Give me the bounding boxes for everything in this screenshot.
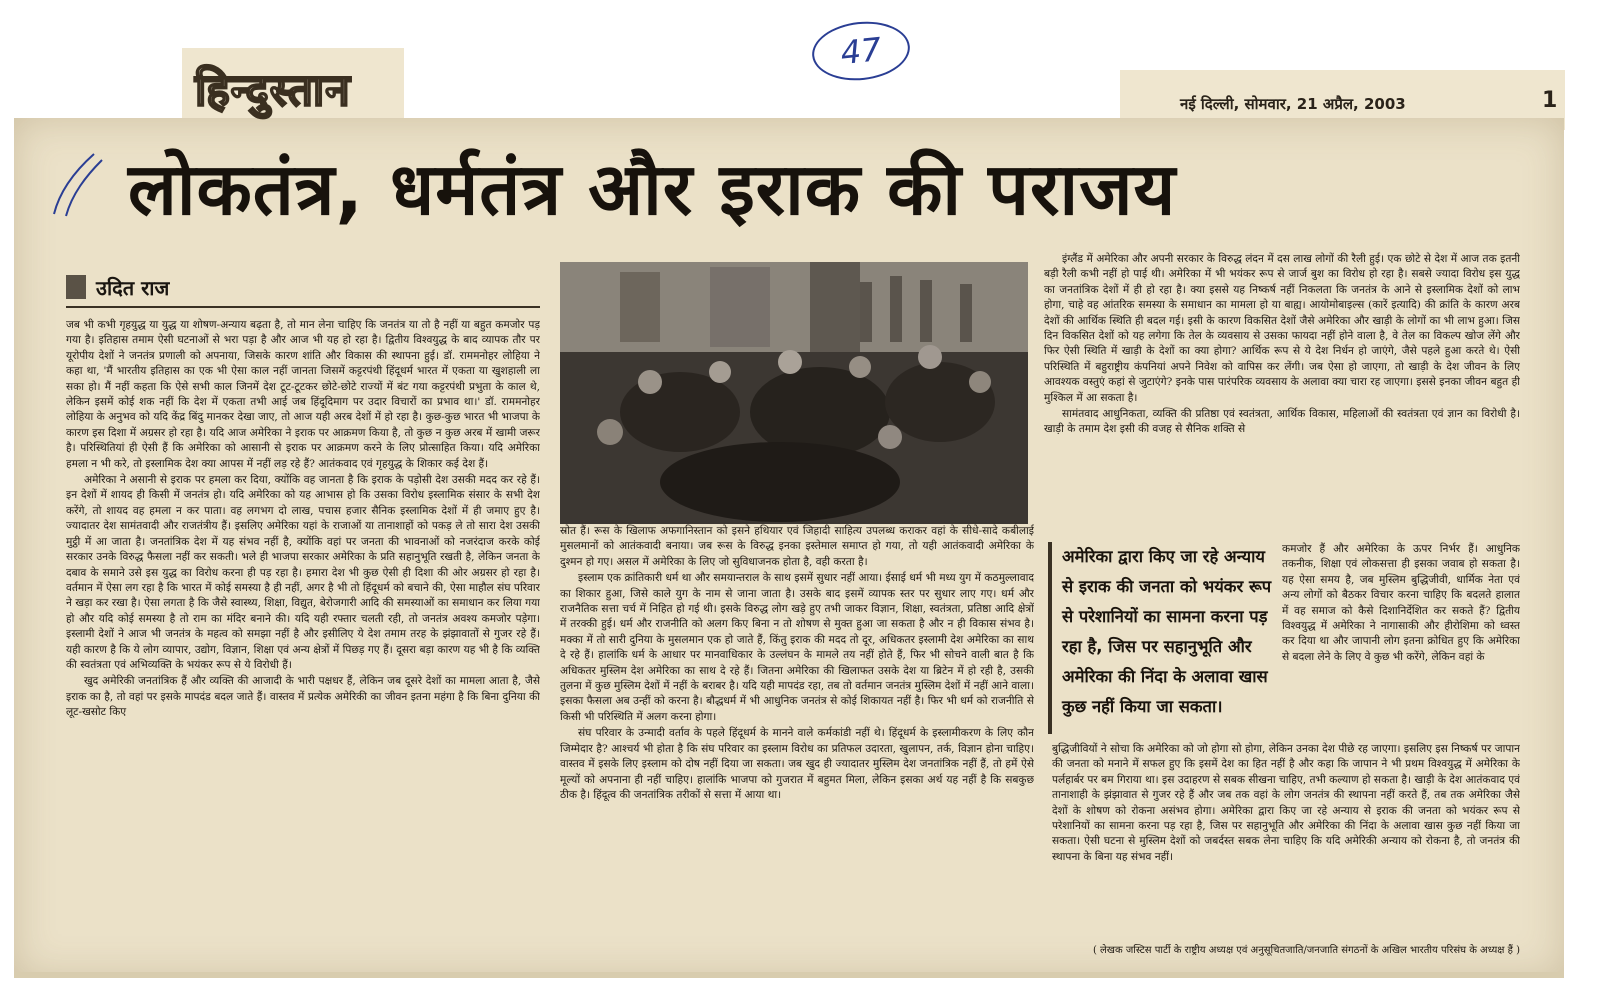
paragraph: अमेरिका ने असानी से इराक पर हमला कर दिया, क्योंकि वह जानता है कि इराक के पड़ोसी देश उसकी मदद कर रहे हैं। इन देशों में शायद ही किसी में जनतंत्र हो। यदि अमेरिका को यह आभास हो कि उसका विरोध इस्लामिक संसार के सभी देश करेंगे, तो शायद वह हमला न कर पाता। वह लगभग दो लाख, पचास हजार सैनिक इस्लामिक देशों में ही जमाए हुए है। ज्यादातर देश सामंतवादी और राजतंत्रीय हैं। इसलिए अमेरिका यहां के राजाओं या तानाशाहों को पकड़ ले तो सारा देश उसकी मुट्ठी में आ जाता है। जनतांत्रिक देश में यह संभव नहीं है, क्योंकि वहां पर जनता की भावनाओं को नजरंदाज करके कोई सरकार उनके विरुद्ध फैसला नहीं कर सकती। भले ही भाजपा सरकार अमेरिका के प्रति सहानुभूति रखती है, लेकिन जनता के दबाव के समाने उसे इस युद्ध का विरोध करना ही पड़ रहा है। हमारा देश भी कुछ ऐसी ही दिशा की ओर अग्रसर हो रहा है। वर्तमान में ऐसा लग रहा है कि भारत में कोई समस्या है ही नहीं, अगर है भी तो हिंदूधर्म को बचाने की, ऐसा माहौल संघ परिवार ने खड़ा कर रखा है। ऐसा लगता है कि जैसे स्वास्थ्य, शिक्षा, विद्युत, बेरोजगारी आदि की समस्याओं का समाधान कर लिया गया हो और यदि कोई समस्या है तो राम का मंदिर बनाने की। यदि यही रफ्तार चलती रही, तो जनतंत्र अवश्य कमजोर पड़ेगा। इस्लामी देशों ने आज भी जनतंत्र के महत्व को समझा नहीं है और इसीलिए ये देश तमाम तरह के झंझावातों से गुजर रहे हैं। यही कारण है कि ये लोग व्यापार, उद्योग, विज्ञान, शिक्षा एवं अन्य क्षेत्रों में पिछड़ गए हैं। दूसरा बड़ा कारण यह भी है कि व्यक्ति की स्वतंत्रता एवं अभिव्यक्ति के भयंकर रूप से ये विरोधी हैं। (66, 474, 540, 671)
byline-marker (66, 275, 86, 299)
paragraph: खुद अमेरिकी जनतांत्रिक हैं और व्यक्ति की आजादी के भारी पक्षधर हैं, लेकिन जब दूसरे देशों का मामला आता है, जैसे इराक का है, तो वहां पर इसके मापदंड बदल जाते हैं। वास्तव में प्रत्येक अमेरिकी का जीवन इतना महंगा है कि बिना दुनिया की लूट-खसोट किए (66, 675, 540, 719)
annotation-text: 47 (838, 29, 884, 73)
byline-rule (66, 306, 540, 308)
photo-image (560, 262, 1028, 524)
paragraph: इंग्लैंड में अमेरिका और अपनी सरकार के विरुद्ध लंदन में दस लाख लोगों की रैली हुई। एक छोटे से देश में आज तक इतनी बड़ी रैली कभी नहीं हो पाई थी। अमेरिका में भी भयंकर रूप से जार्ज बुश का विरोध हो रहा है। सबसे ज्यादा विरोध इस युद्ध का जनतांत्रिक देशों में ही हो रहा है। क्या इससे यह निष्कर्ष नहीं निकलता कि जनतंत्र के आने से इस्लामिक देशों को लाभ होगा, चाहे वह आंतरिक समस्या के समाधान का मामला हो या बाह्य। आयोमोबाइल्स (कारें इत्यादि) की क्रांति के कारण अरब देशों की आर्थिक स्थिति ही बदल गई। इसी के कारण विकसित देशों जैसे अमेरिका और खाड़ी के लोगों का भी लाभ हुआ। जिस दिन विकसित देशों को यह लगेगा कि तेल के व्यवसाय से उसका फायदा नहीं होने वाला है, वे तेल का विकल्प खोज लेंगे और फिर ऐसी स्थिति में खाड़ी के देशों का क्या होगा? आर्थिक रूप से ये देश निर्धन हो जाएंगे, जैसे पहले हुआ करते थे। ऐसी परिस्थिति में बहुराष्ट्रीय कंपनियां अपने निवेश को वापिस कर लेंगी। जब ऐसा हो जाएगा, तो खाड़ी के देश जीवन के लिए आवश्यक वस्तुएं कहां से जुटाएंगे? इनके पास पारंपरिक व्यवसाय के अलावा क्या चारा रह जाएगा। इससे इनका जीवन बहुत ही मुश्किल में आ सकता है। (1044, 253, 1520, 404)
newspaper-masthead: हिन्दुस्तान (195, 65, 351, 116)
dateline: नई दिल्ली, सोमवार, 21 अप्रैल, 2003 (1180, 95, 1406, 113)
article-column-1 (66, 318, 540, 970)
author-name: उदित राज (96, 275, 170, 300)
handwritten-page-annotation (809, 17, 913, 85)
paragraph: संघ परिवार के उन्मादी वर्ताव के पहले हिंदूधर्म के मानने वाले कर्मकांडी नहीं थे। हिंदूधर्म के इस्लामीकरण के लिए कौन जिम्मेदार है? आश्चर्य भी होता है कि संघ परिवार का इस्लाम विरोध का प्रतिफल उदारता, खुलापन, तर्क, विज्ञान होना चाहिए। वास्तव में इसके लिए इस्लाम को दोष नहीं दिया जा सकता। जब खुद ही ज्यादातर मुस्लिम देश जनतांत्रिक नहीं हैं, तो हमें ऐसे मूल्यों को अपनाना ही नहीं चाहिए। हालांकि भाजपा को गुजरात में बहुमत मिला, लेकिन इसका अर्थ यह नहीं है कि सबकुछ ठीक है। हिंदूत्व की जनतांत्रिक तरीकों से सत्ता में आया था। (560, 727, 1034, 801)
article-column-3-top (1044, 252, 1520, 542)
article-headline: लोकतंत्र, धर्मतंत्र और इराक की पराजय (128, 147, 1177, 231)
article-column-2 (560, 524, 1034, 970)
paragraph: बुद्धिजीवियों ने सोचा कि अमेरिका को जो होगा सो होगा, लेकिन उनका देश पीछे रह जाएगा। इसलिए इस निष्कर्ष पर जापान की जनता को मनाने में सफल हुए कि इसमें देश का हित नहीं है और कहा कि जापान ने भी प्रथम विश्वयुद्ध में अमेरिका के पर्लहार्बर पर बम गिराया था। इस उदाहरण से सबक सीखना चाहिए, तभी कल्याण हो सकता है। खाड़ी के देश आतंकवाद एवं तानाशाही के झंझावात से गुजर रहे हैं और जब तक वहां के लोग जनतंत्र की स्थापना नहीं करते हैं, तब तक अमेरिका जैसे देशों के शोषण को रोकना असंभव होगा। अमेरिका द्वारा किए जा रहे अन्याय से इराक की जनता को भयंकर रूप से परेशानियों का सामना करना पड़ रहा है, जिस पर सहानुभूति और अमेरिका की निंदा के अलावा खास कुछ नहीं किया जा सकता। ऐसी घटना से मुस्लिम देशों को जबर्दस्त सबक लेना चाहिए कि यदि अमेरिकी अन्याय को रोकना है, तो जनतंत्र की स्थापना के बिना यह संभव नहीं। (1052, 743, 1520, 863)
news-photo-military-meeting (560, 262, 1028, 524)
author-note: ( लेखक जस्टिस पार्टी के राष्ट्रीय अध्यक्ष एवं अनुसूचितजाति/जनजाति संगठनों के अखिल भारतीय परिसंघ के अध्यक्ष हैं ) (1092, 945, 1520, 956)
clipping-bottom-edge (14, 972, 1564, 978)
handwritten-margin-mark (46, 150, 106, 220)
article-column-3-bottom (1052, 742, 1520, 942)
paragraph: इस्लाम एक क्रांतिकारी धर्म था और समयान्तराल के साथ इसमें सुधार नहीं आया। ईसाई धर्म भी मध्य युग में कठमुल्लावाद का शिकार हुआ, जिसे काले युग के नाम से जाना जाता है। उसके बाद इसमें व्यापक स्तर पर सुधार लाए गए। धर्म और राजनैतिक सत्ता चर्च में निहित हो गई थी। इसके विरुद्ध लोग खड़े हुए तभी जाकर विज्ञान, शिक्षा, स्वतंत्रता, प्रतिष्ठा आदि क्षेत्रों में तरक्की हुई। धर्म और राजनीति को अलग किए बिना न तो शोषण से मुक्त हुआ जा सकता है और न ही विकास संभव है। मक्का में तो सारी दुनिया के मुसलमान एक हो जाते हैं, किंतु इराक की मदद तो दूर, अधिकतर इस्लामी देश अमेरिका का साथ दे रहे हैं। हालांकि धर्म के आधार पर मानवाधिकार के उल्लंघन के मामले तय नहीं होते हैं, फिर भी सोचने वाली बात है कि अधिकतर मुस्लिम देश अमेरिका का साथ दे रहे हैं। जितना अमेरिका की खिलाफत उसके देश या ब्रिटेन में हो रही है, उसकी तुलना में कुछ मुस्लिम देशों में नहीं के बराबर है। यदि यही मापदंड रहा, तब तो वर्तमान जनतंत्र मुस्लिम देशों में नहीं आने वाला। इसका फैसला अब उन्हीं को करना है। बौद्धधर्म में भी आधुनिक जनतंत्र से कोई शिकायत नहीं है। फिर भी धर्म को राजनीति से किसी भी परिस्थिति में अलग करना होगा। (560, 572, 1034, 723)
paragraph: सामंतवाद आधुनिकता, व्यक्ति की प्रतिष्ठा एवं स्वतंत्रता, आर्थिक विकास, महिलाओं की स्वतंत्रता एवं ज्ञान का विरोधी है। खाड़ी के तमाम देश इसी की वजह से सैनिक शक्ति से (1044, 408, 1520, 436)
pull-quote: अमेरिका द्वारा किए जा रहे अन्याय से इराक की जनता को भयंकर रूप से परेशानियों का सामना करना पड़ रहा है, जिस पर सहानुभूति और अमेरिका की निंदा के अलावा खास कुछ नहीं किया जा सकता। (1048, 542, 1274, 734)
paragraph: कमजोर हैं और अमेरिका के ऊपर निर्भर हैं। आधुनिक तकनीक, शिक्षा एवं लोकसत्ता ही इसका जवाब हो सकता है। यह ऐसा समय है, जब मुस्लिम बुद्धिजीवी, धार्मिक नेता एवं अन्य लोगों को बैठकर विचार करना चाहिए कि बदलते हालात में वह समाज को कैसे दिशानिर्देशित कर सकते हैं? द्वितीय विश्वयुद्ध में अमेरिका ने नागासाकी और हीरोशिमा को ध्वस्त कर दिया था और जापानी लोग इतना क्रोधित हुए कि अमेरिका से बदला लेने के लिए वे कुछ भी करेंगे, लेकिन वहां के (1282, 543, 1520, 663)
byline (66, 272, 169, 302)
paragraph: स्रोत हैं। रूस के खिलाफ अफगानिस्तान को इसने हथियार एवं जिहादी साहित्य उपलब्ध कराकर वहां के सीधे-सादे कबीलाई मुसलमानों को आतंकवादी बनाया। जब रूस के विरुद्ध इनका इस्तेमाल समाप्त हो गया, तो यही आतंकवादी अमेरिका के दुश्मन हो गए। असल में अमेरिका के लिए जो सुविधाजनक होता है, वही करता है। (560, 525, 1034, 568)
article-column-3-right (1282, 542, 1520, 742)
page-number: 1 (1542, 88, 1558, 113)
paragraph: जब भी कभी गृहयुद्ध या युद्ध या शोषण-अन्याय बढ़ता है, तो मान लेना चाहिए कि जनतंत्र या तो है नहीं या बहुत कमजोर पड़ गया है। इतिहास तमाम ऐसी घटनाओं से भरा पड़ा है और आज भी यह हो रहा है। द्वितीय विश्वयुद्ध के बाद व्यापक तौर पर यूरोपीय देशों ने जनतंत्र प्रणाली को अपनाया, जिसके कारण शांति और विकास की स्थापना हुई। डॉ. राममनोहर लोहिया ने कहा था, 'मैं भारतीय इतिहास का एक भी ऐसा काल नहीं जानता जिसमें कट्टरपंथी हिंदूधर्म भारत में एकता या खुशहाली ला सका हो। मैं नहीं कहता कि ऐसे सभी काल जिनमें देश टूट-टूटकर छोटे-छोटे राज्यों में बंट गया कट्टरपंथी प्रभुता के काल थे, लेकिन इसमें कोई शक नहीं कि देश में एकता तभी आई जब हिंदूदिमाग पर उदार विचारों का प्रभाव था।' डॉ. राममनोहर लोहिया के अनुभव को यदि केंद्र बिंदु मानकर देखा जाए, तो आज यही अरब देशों में हो रहा है। कुछ-कुछ भारत भी भाजपा के कारण इस दिशा में अग्रसर हो रहा है। यदि आज अमेरिका ने इराक पर आक्रमण किया है, तो कुछ न कुछ अरब में खामी जरूर है। परिस्थितियां ही ऐसी हैं कि अमेरिका को आसानी से इराक पर आक्रमण करने के लिए प्रोत्साहित किया। यदि अमेरिका हमला न भी करे, तो इस्लामिक देश क्या आपस में नहीं लड़ रहे हैं? आतंकवाद एवं गृहयुद्ध के शिकार कई देश हैं। (66, 319, 540, 470)
